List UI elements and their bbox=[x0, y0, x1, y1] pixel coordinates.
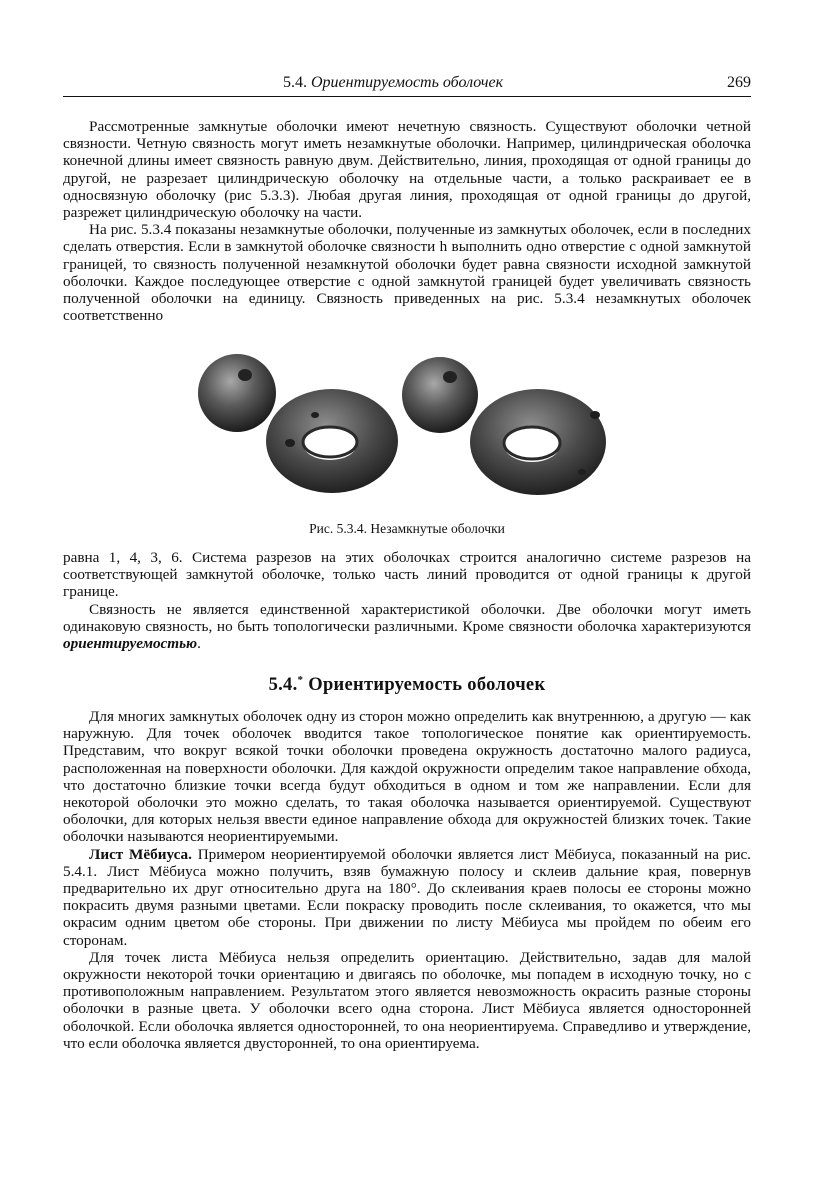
paragraph: Для точек листа Мёбиуса нельзя определить ориентацию. Действительно, задав для малой окружности некоторой точки ориентацию и двигаясь по оболочке, мы попадем в исходную точку, но с противоположным направлением. Результатом этого является невозможность окрасить разные стороны оболочки в разные цвета. У оболочки всего одна сторона. Лист Мёбиуса является односторонней оболочкой. Если оболочка является односторонней, то она неориентируема. Справедливо и утверждение, что если оболочка является двусторонней, то она ориентируема. bbox=[63, 948, 751, 1052]
header-section-number: 5.4. bbox=[283, 74, 307, 91]
text-block-section bbox=[63, 708, 751, 1052]
torus-with-holes-1 bbox=[266, 389, 398, 493]
figure-open-shells bbox=[190, 345, 630, 515]
running-header bbox=[63, 74, 751, 97]
section-number: 5.4. bbox=[268, 675, 298, 696]
sphere-with-hole-2 bbox=[402, 357, 478, 433]
figure-caption: Рис. 5.3.4. Незамкнутые оболочки bbox=[309, 521, 505, 536]
paragraph: Рассмотренные замкнутые оболочки имеют нечетную связность. Существуют оболочки четной связности. Четную связность могут иметь незамкнутые оболочки. Например, цилиндрическая оболочка конечной длины имеет связность равную двум. Действительно, линия, проходящая от одной границы до другой, не разрезает цилиндрическую оболочку на отдельные части, а только раскраивает ее в односвязную оболочку (рис 5.3.3). Любая другая линия, проходящая от одной границы до другой, разрежет цилиндрическую оболочку на части. bbox=[63, 118, 751, 222]
text-block-top bbox=[63, 118, 751, 324]
section-star: * bbox=[297, 674, 304, 686]
paragraph: На рис. 5.3.4 показаны незамкнутые оболочки, полученные из замкнутых оболочек, если в последних сделать отверстия. Если в замкнутой оболочке связности h выполнить одно отверстие с одной замкнутой границей, то связность полученной незамкнутой оболочки будет равна связности исходной замкнутой оболочки. Каждое последующее отверстие с одной замкнутой границей будет увеличивать связность полученной оболочки на единицу. Связность приведенных на рис. 5.3.4 незамкнутых оболочек соответственно bbox=[63, 221, 751, 325]
text-block-middle bbox=[63, 549, 751, 652]
paragraph-text: Примером неориентируемой оболочки является лист Мёбиуса, показанный на рис. 5.4.1. Лист Мёбиуса можно получить, взяв бумажную полосу и склеив дальние края, повернув предварительно их друг относительно друга на 180°. До склеивания краев полосы ее стороны можно покрасить двумя разными цветами. Если покраску проводить после склеивания, то окажется, что мы окрасим одним цветом обе стороны. При движении по листу Мёбиуса мы пройдем по обеим его сторонам. bbox=[63, 845, 751, 949]
header-section-title: Ориентируемость оболочек bbox=[311, 74, 504, 91]
paragraph-text: Связность не является единственной характеристикой оболочки. Две оболочки могут иметь одинаковую связность, но быть топологически различными. Кроме связности оболочка характеризуются bbox=[63, 600, 751, 635]
paragraph bbox=[63, 601, 751, 653]
emphasized-term: ориентируемостью bbox=[63, 635, 198, 653]
paragraph bbox=[63, 846, 751, 949]
running-title bbox=[283, 74, 503, 92]
section-heading bbox=[63, 674, 751, 696]
section-title: Ориентируемость оболочек bbox=[308, 675, 546, 696]
paragraph-continuation: равна 1, 4, 3, 6. Система разрезов на этих оболочках строится аналогично системе разрезов на соответствующей замкнутой оболочке, только часть линий проводится от одной границы к другой границе. bbox=[63, 549, 751, 601]
sphere-with-hole-1 bbox=[198, 354, 276, 432]
torus-with-holes-2 bbox=[470, 389, 606, 495]
run-in-heading: Лист Мёбиуса. bbox=[89, 845, 192, 863]
paragraph-text: . bbox=[197, 635, 201, 653]
paragraph: Для многих замкнутых оболочек одну из сторон можно определить как внутреннюю, а другую — как наружную. Для точек оболочек вводится такое топологическое понятие как ориентируемость. Представим, что вокруг всякой точки оболочки проведена окружность достаточно малого радиуса, расположенная на поверхности оболочки. Для каждой окружности определим такое направление обхода, что достаточно близкие точки всегда будут обходиться в одном и том же направлении. Если для некоторой оболочки это можно сделать, то такая оболочка называется ориентируемой. Существуют оболочки, для которых нельзя ввести единое направление обхода для окружностей близких точек. Такие оболочки называются неориентируемыми. bbox=[63, 708, 751, 846]
page-number: 269 bbox=[727, 74, 751, 91]
